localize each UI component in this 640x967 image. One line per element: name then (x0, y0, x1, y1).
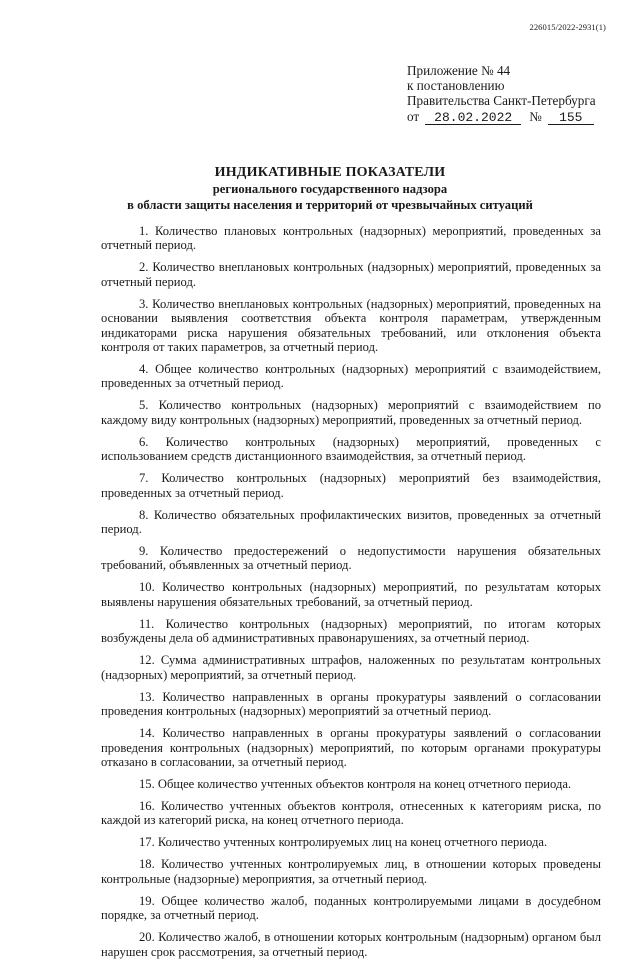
list-item: 8. Количество обязательных профилактических визитов, проведенных за отчетный период. (101, 507, 601, 537)
list-item: 7. Количество контрольных (надзорных) мероприятий без взаимодействия, проведенных за отчетный период. (101, 471, 601, 500)
list-item: 13. Количество направленных в органы прокуратуры заявлений о согласовании проведения контрольных (надзорных) мероприятий за отчетный период. (101, 689, 601, 719)
list-item: 19. Общее количество жалоб, поданных контролируемыми лицами в досудебном порядке, за отчетный период. (101, 893, 601, 923)
title-main: ИНДИКАТИВНЫЕ ПОКАЗАТЕЛИ (214, 165, 446, 180)
approval-block (407, 63, 617, 125)
list-item: 15. Общее количество учтенных объектов контроля на конец отчетного периода. (139, 776, 572, 791)
resolution-reference: к постановлению (407, 78, 505, 94)
title-sub2: в области защиты населения и территорий от чрезвычайных ситуаций (127, 198, 533, 212)
resolution-date: 28.02.2022 (425, 111, 521, 125)
document-id: 226015/2022-2931(1) (529, 22, 606, 32)
list-item: 17. Количество учтенных контролируемых лиц на конец отчетного периода. (139, 835, 548, 850)
list-item: 11. Количество контрольных (надзорных) мероприятий, по итогам которых возбуждены дела об административных правонарушениях, за отчетный период. (101, 616, 601, 646)
list-item: 10. Количество контрольных (надзорных) мероприятий, по результатам которых выявлены нарушения обязательных требований, за отчетный период. (101, 580, 601, 609)
resolution-number: 155 (548, 111, 594, 125)
government-name: Правительства Санкт-Петербурга (407, 93, 596, 109)
list-item: 3. Количество внеплановых контрольных (надзорных) мероприятий, проведенных на основании выявления соответствия объекта контроля параметрам, утвержденным индикаторами риска нарушения обязательных требований, или отклонения объекта контроля от таких параметров, за отчетный период. (101, 296, 601, 355)
list-item: 5. Количество контрольных (надзорных) мероприятий с взаимодействием по каждому виду контрольных (надзорных) мероприятий, проведенных за отчетный период. (101, 398, 601, 427)
list-item: 20. Количество жалоб, в отношении которых контрольным (надзорным) органом был нарушен срок рассмотрения, за отчетный период. (101, 930, 601, 959)
number-label: № (529, 108, 542, 124)
list-item: 6. Количество контрольных (надзорных) мероприятий, проведенных с использованием средств дистанционного взаимодействия, за отчетный период. (101, 434, 601, 464)
list-item: 16. Количество учтенных объектов контроля, отнесенных к категориям риска, по каждой из категорий риска, на конец отчетного периода. (101, 798, 601, 828)
list-item: 14. Количество направленных в органы прокуратуры заявлений о согласовании проведения контрольных (надзорных) мероприятий, по которым органами прокуратуры отказано в согласовании, за отчетный период. (101, 726, 601, 769)
date-number-line (407, 109, 617, 125)
document-title (100, 164, 560, 213)
from-label: от (407, 108, 420, 124)
indicator-list (101, 224, 601, 967)
list-item: 18. Количество учтенных контролируемых лиц, в отношении которых проведены контрольные (надзорные) мероприятия, за отчетный период. (101, 857, 601, 886)
list-item: 1. Количество плановых контрольных (надзорных) мероприятий, проведенных за отчетный период. (101, 224, 601, 253)
list-item: 2. Количество внеплановых контрольных (надзорных) мероприятий, проведенных за отчетный период. (101, 260, 601, 289)
list-item: 9. Количество предостережений о недопустимости нарушения обязательных требований, объявленных за отчетный период. (101, 544, 601, 573)
list-item: 12. Сумма административных штрафов, наложенных по результатам контрольных (надзорных) мероприятий, за отчетный период. (101, 653, 601, 682)
list-item: 4. Общее количество контрольных (надзорных) мероприятий с взаимодействием, проведенных за отчетный период. (101, 362, 601, 391)
appendix-number: Приложение № 44 (407, 63, 511, 78)
title-sub1: регионального государственного надзора (212, 182, 448, 196)
